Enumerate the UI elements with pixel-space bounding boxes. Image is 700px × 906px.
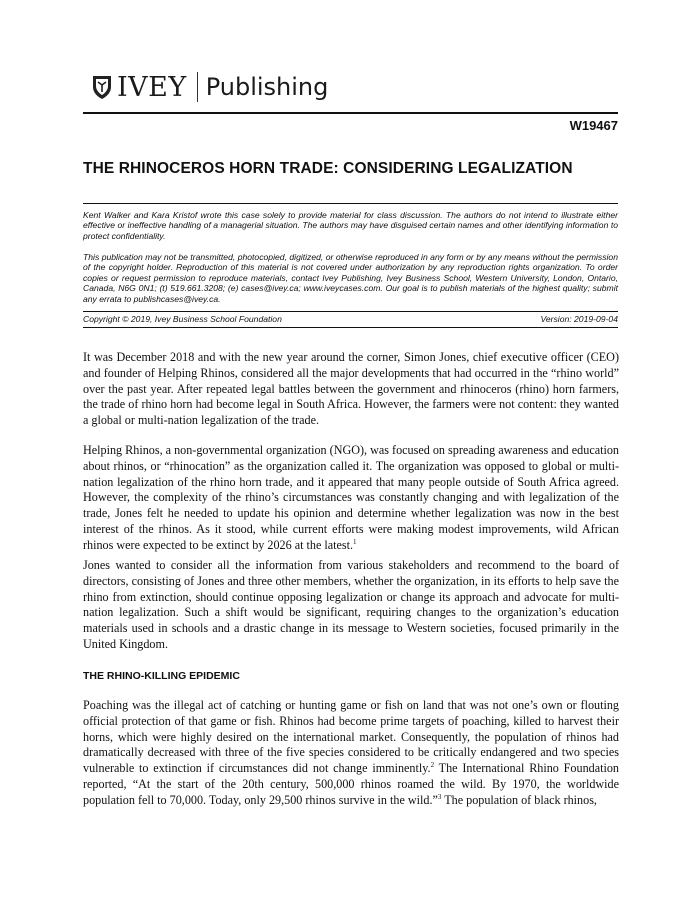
notice-bottom-rule [83, 327, 618, 328]
body-paragraph-2 [83, 443, 619, 554]
logo-wordmark: IVEY [117, 71, 187, 103]
body-paragraph-1: It was December 2018 and with the new year around the corner, Simon Jones, chief executive officer (CEO) and founder of Helping Rhinos, considered all the major developments that had occurred in the “rhino world” over the past year. After repeated legal battles between the government and rhinoceros (rhino) horn farmers, the trade of rhino horn had become legal in South Africa. However, the farmers were not content: they wanted a global or multi-nation legalization of the trade. [83, 350, 619, 428]
section-heading: THE RHINO-KILLING EPIDEMIC [83, 670, 240, 682]
ivey-publishing-logo [91, 70, 328, 104]
rights-notice: This publication may not be transmitted, photocopied, digitized, or otherwise reproduced in any form or by any means without the permission of the copyright holder. Reproduction of this material is not covered under authorization by any reproduction rights organization. To order copies or request permission to reproduce materials, contact Ivey Publishing, Ivey Business School, Western University, London, Ontario, Canada, N6G 0N1; (t) 519.661.3208; (e) cases@ivey.ca; www.iveycases.com. Our goal is to publish materials of the highest quality; submit any errata to publishcases@ivey.ca. [83, 252, 618, 304]
case-title: THE RHINOCEROS HORN TRADE: CONSIDERING LEGALIZATION [83, 160, 573, 177]
copyright-text: Copyright © 2019, Ivey Business School Foundation [83, 314, 282, 324]
footnote-ref-2[interactable]: 2 [430, 761, 435, 770]
paragraph-2-text: Helping Rhinos, a non-governmental organization (NGO), was focused on spreading awareness and education about rhinos, or “rhinocation” as the organization called it. The organization was opposed to global or multi-nation legalization of the rhino horn trade, and it appeared that many people outside of South Africa agreed. However, the complexity of the rhino’s circumstances was constantly changing and with legalization of the trade, Jones felt he needed to update his opinion and determine whether legalization was now in the best interest of the rhinos. As it stood, while current efforts were making modest improvements, wild African rhinos were expected to be extinct by 2026 at the latest. [83, 443, 619, 552]
case-code: W19467 [569, 118, 618, 133]
logo-divider [197, 72, 198, 102]
paragraph-4-text-a: Poaching was the illegal act of catching or hunting game or fish on land that was not one’s own or flouting official protection of that game or fish. Rhinos had become prime targets of poaching, killed to harvest their horns, which were highly desired on the international market. Consequently, the population of rhinos had dramatically decreased with three of the five species considered to be critically endangered and two species vulnerable to extinction if circumstances did not change imminently. [83, 698, 619, 776]
paragraph-4-text-b: The International Rhino Foundation reported, “At the start of the 20th century, 500,000 rhinos roamed the wild. By 1970, the worldwide population fell to 70,000. Today, only 29,500 rhinos survive in the wild.” [83, 761, 619, 807]
footnote-ref-3[interactable]: 3 [437, 792, 442, 801]
body-paragraph-4 [83, 698, 619, 809]
body-paragraph-3: Jones wanted to consider all the information from various stakeholders and recommend to the board of directors, consisting of Jones and three other members, whether the organization, in its efforts to help save the rhino from extinction, should continue opposing legalization or change its approach and advocate for multi-nation legalization. Such a shift would be significant, requiring changes to the organization’s education materials used in schools and a drastic change in its message to Western societies, focused primarily in the United Kingdom. [83, 558, 619, 651]
notice-top-rule [83, 203, 618, 204]
authors-notice: Kent Walker and Kara Kristof wrote this case solely to provide material for class discussion. The authors do not intend to illustrate either effective or ineffective handling of a managerial situation. The authors may have disguised certain names and other identifying information to protect confidentiality. [83, 210, 618, 241]
footnote-ref-1[interactable]: 1 [353, 537, 357, 546]
header-rule [83, 112, 618, 114]
paragraph-4-text-c: The population of black rhinos, [441, 792, 597, 807]
ivey-shield-icon [91, 74, 113, 100]
logo-publishing-text: Publishing [205, 73, 329, 101]
copyright-row [83, 314, 618, 324]
notice-middle-rule [83, 311, 618, 312]
version-text: Version: 2019-09-04 [540, 314, 618, 324]
